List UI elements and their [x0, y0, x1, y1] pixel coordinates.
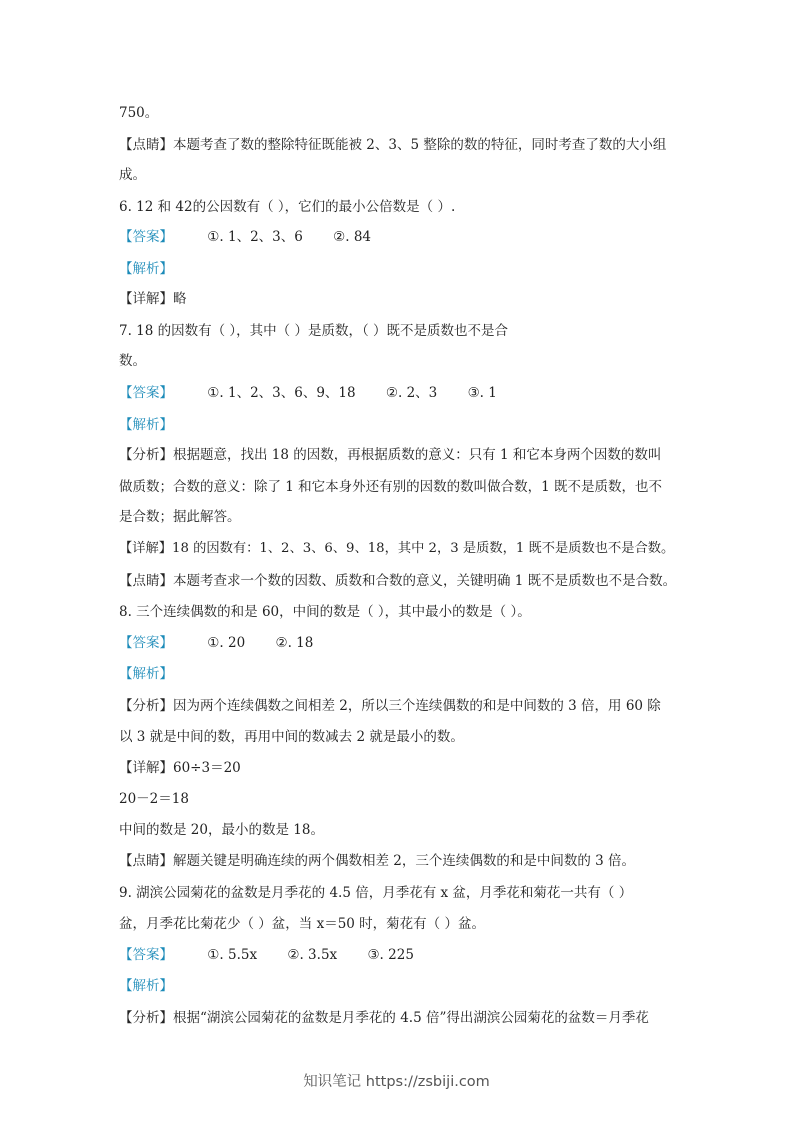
answer-line-6: [119, 228, 371, 246]
fenxi-text: 是合数；据此解答。: [119, 509, 241, 525]
answer-tag: 【答案】: [119, 229, 173, 245]
dianjing-line: [119, 572, 676, 590]
answer-tag: 【答案】: [119, 947, 173, 963]
dianjing-line: [119, 852, 635, 870]
xiangjie-line: [119, 540, 674, 558]
fenxi-line: [119, 1009, 649, 1027]
question-9-cont: 盆，月季花比菊花少（ ）盆，当 x＝50 时，菊花有（ ）盆。: [119, 916, 485, 932]
answer-line-9: [119, 946, 414, 964]
answer-item: ①. 5.5x: [207, 947, 258, 963]
xiangjie-text: 20－2＝18: [119, 791, 189, 807]
fenxi-tag: 【分析】: [119, 1010, 173, 1026]
text-line: 成。: [119, 167, 146, 183]
dianjing-tag: 【点睛】: [119, 853, 173, 869]
answer-item: ③. 225: [367, 947, 414, 963]
jiexi-tag: 【解析】: [119, 417, 173, 433]
dianjing-text: 解题关键是明确连续的两个偶数相差 2，三个连续偶数的和是中间数的 3 倍。: [173, 853, 636, 869]
xiangjie-line: [119, 759, 241, 777]
fenxi-text: 以 3 就是中间的数，再用中间的数减去 2 就是最小的数。: [119, 729, 464, 745]
footer-watermark: 知识笔记 https://zsbiji.com: [303, 1074, 490, 1090]
dianjing-tag: 【点睛】: [119, 573, 173, 589]
fenxi-text: 根据“湖滨公园菊花的盆数是月季花的 4.5 倍”得出湖滨公园菊花的盆数＝月季花: [173, 1010, 649, 1026]
fenxi-tag: 【分析】: [119, 698, 173, 714]
fenxi-line: [119, 446, 661, 464]
fenxi-text: 根据题意，找出 18 的因数，再根据质数的意义：只有 1 和它本身两个因数的数叫: [173, 447, 662, 463]
xiangjie-text: 18 的因数有：1、2、3、6、9、18，其中 2，3 是质数，1 既不是质数也不是合数。: [172, 541, 675, 556]
question-7-cont: 数。: [119, 353, 146, 369]
answer-item: ①. 1、2、3、6: [207, 229, 303, 245]
jiexi-tag: 【解析】: [119, 261, 173, 277]
jiexi-tag: 【解析】: [119, 666, 173, 682]
text-line: 750。: [119, 105, 159, 121]
answer-item: ②. 18: [275, 635, 314, 651]
xiangjie-tag: 【详解】: [119, 760, 173, 776]
dianjing-text: 本题考查求一个数的因数、质数和合数的意义，关键明确 1 既不是质数也不是合数。: [173, 573, 677, 589]
dianjing-tag: 【点睛】: [119, 137, 173, 153]
xiangjie-tag: 【详解】: [119, 291, 173, 307]
answer-tag: 【答案】: [119, 385, 173, 401]
question-6: 6. 12 和 42的公因数有（ ），它们的最小公倍数是（ ）.: [119, 199, 456, 215]
answer-item: ②. 2、3: [385, 385, 438, 401]
answer-item: ①. 1、2、3、6、9、18: [207, 385, 356, 401]
xiangjie-text: 略: [173, 291, 187, 307]
fenxi-text: 做质数；合数的意义：除了 1 和它本身外还有别的因数的数叫做合数，1 既不是质数，也不: [119, 479, 663, 495]
dianjing-text: 本题考查了数的整除特征既能被 2、3、5 整除的数的特征，同时考查了数的大小组: [173, 137, 667, 153]
answer-item: ②. 84: [333, 229, 372, 245]
answer-item: ③. 1: [467, 385, 497, 401]
xiangjie-text: 60÷3＝20: [173, 760, 241, 776]
answer-line-8: [119, 634, 313, 652]
fenxi-line: [119, 697, 661, 715]
answer-item: ①. 20: [207, 635, 246, 651]
xiangjie-text: 中间的数是 20，最小的数是 18。: [119, 822, 324, 838]
question-7: 7. 18 的因数有（ ），其中（ ）是质数，（ ）既不是质数也不是合: [119, 323, 509, 339]
answer-tag: 【答案】: [119, 635, 173, 651]
fenxi-tag: 【分析】: [119, 447, 173, 463]
xiangjie-line: [119, 290, 187, 308]
fenxi-text: 因为两个连续偶数之间相差 2，所以三个连续偶数的和是中间数的 3 倍，用 60 除: [173, 698, 661, 714]
xiangjie-tag: 【详解】: [119, 541, 173, 556]
question-8: 8. 三个连续偶数的和是 60，中间的数是（ ），其中最小的数是（ ）。: [119, 604, 531, 620]
jiexi-tag: 【解析】: [119, 978, 173, 994]
answer-line-7: [119, 384, 497, 402]
dianjing-line: [119, 136, 666, 154]
answer-item: ②. 3.5x: [287, 947, 338, 963]
question-9: 9. 湖滨公园菊花的盆数是月季花的 4.5 倍，月季花有 x 盆，月季花和菊花一共有（ ）: [119, 885, 633, 901]
